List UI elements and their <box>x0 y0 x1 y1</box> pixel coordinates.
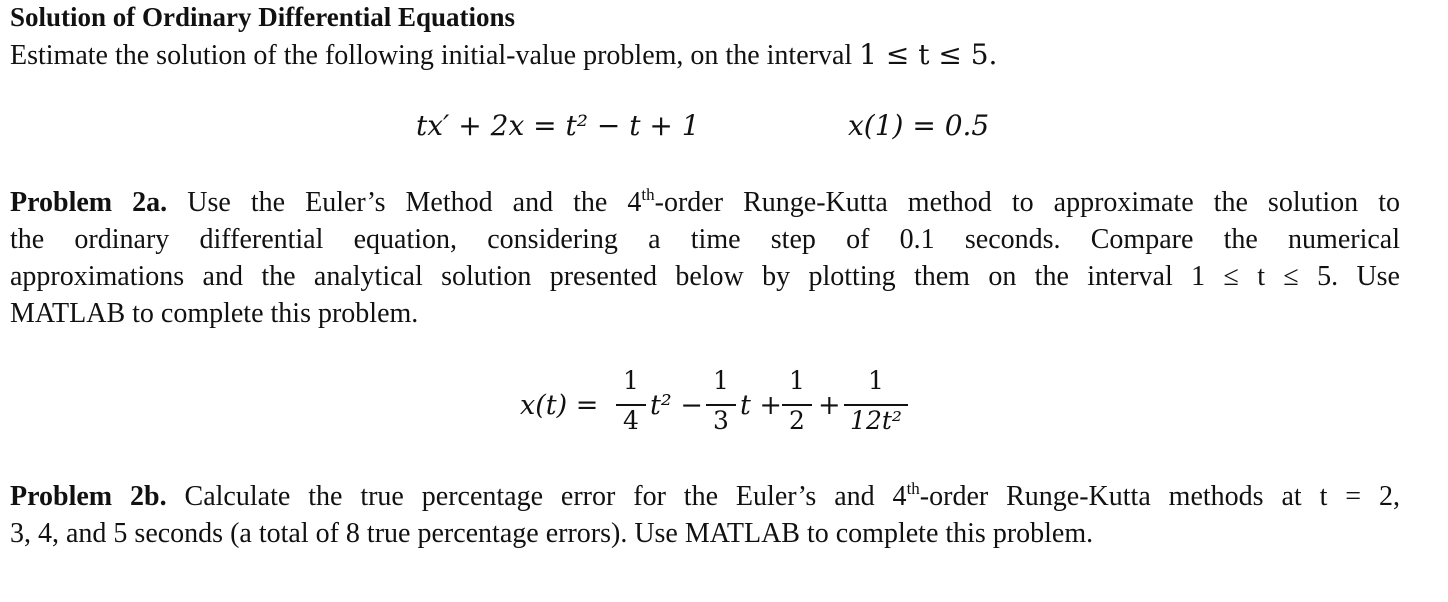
problem-2a-text-b: -order Runge-Kutta method to approximate the solution to <box>654 187 1401 218</box>
problem-2a-text-a: Use the Euler’s Method and the 4 <box>187 187 642 218</box>
intro-line <box>10 38 997 73</box>
intro-text: Estimate the solution of the following initial-value problem, on the interval <box>10 40 853 71</box>
fraction-numerator: 1 <box>868 366 884 395</box>
page-title: Solution of Ordinary Differential Equations <box>10 2 516 32</box>
solution-t-squared-term: t² − <box>650 390 703 421</box>
problem-2b-line-1 <box>10 478 1400 515</box>
fraction-denominator: 2 <box>789 406 805 435</box>
solution-lhs: x(t) = <box>520 390 599 421</box>
problem-2b <box>10 478 1400 552</box>
fraction-numerator: 1 <box>713 366 729 395</box>
fraction-denominator: 3 <box>713 406 729 435</box>
fraction-one-third <box>704 366 738 442</box>
solution-t-term: t + <box>740 390 783 421</box>
superscript-th: th <box>906 479 920 498</box>
problem-2a-line-1 <box>10 184 1400 221</box>
superscript-th: th <box>641 185 655 204</box>
problem-2b-label: Problem 2b. <box>10 481 167 512</box>
fraction-numerator: 1 <box>789 366 805 395</box>
fraction-denominator: 12t² <box>850 406 902 435</box>
problem-2b-line-2: 3, 4, and 5 seconds (a total of 8 true percentage errors). Use MATLAB to complete this problem. <box>10 518 1094 549</box>
problem-2a-line-4: MATLAB to complete this problem. <box>10 298 419 329</box>
fraction-denominator: 4 <box>623 406 639 435</box>
problem-2a-line-3: approximations and the analytical solution presented below by plotting them on the interval 1 ≤ t ≤ 5. Use <box>10 261 1400 292</box>
intro-interval: 1 ≤ t ≤ 5. <box>859 38 998 71</box>
problem-2a <box>10 184 1400 332</box>
ode-equation: tx′ + 2x = t² − t + 1 <box>416 109 700 142</box>
problem-2a-line-2: the ordinary differential equation, considering a time step of 0.1 seconds. Compare the numerical <box>10 224 1400 255</box>
problem-2b-text-b: -order Runge-Kutta methods at t = 2, <box>919 481 1401 512</box>
solution-plus: + <box>818 390 841 421</box>
fraction-one-over-12t2 <box>842 366 910 442</box>
fraction-numerator: 1 <box>623 366 639 395</box>
analytical-solution <box>520 366 920 442</box>
fraction-one-half <box>780 366 814 442</box>
fraction-one-quarter <box>614 366 648 442</box>
problem-2b-text-a: Calculate the true percentage error for the Euler’s and 4 <box>184 481 907 512</box>
initial-condition: x(1) = 0.5 <box>848 109 990 142</box>
problem-2a-label: Problem 2a. <box>10 187 168 218</box>
